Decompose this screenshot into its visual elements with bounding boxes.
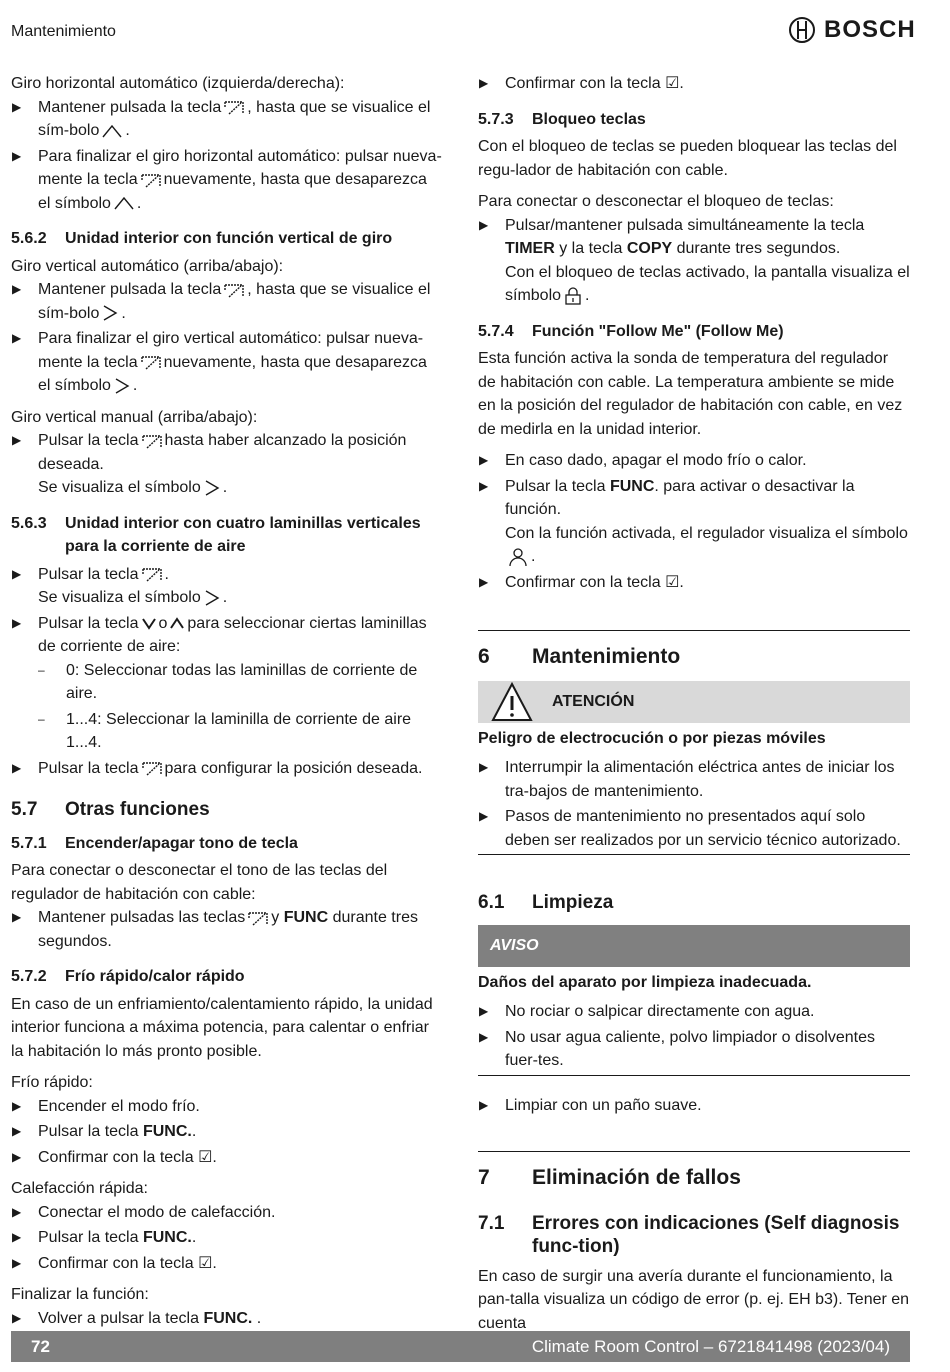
step-list	[11, 96, 443, 216]
text: .	[121, 304, 126, 322]
step-list	[478, 72, 910, 96]
step-list	[11, 1201, 443, 1276]
section-heading-5-7-4	[478, 320, 910, 344]
text: .	[222, 589, 228, 606]
section-title: Encender/apagar tono de tecla	[65, 834, 298, 852]
swing-key-icon	[247, 909, 269, 927]
text: nuevamente, hasta que desaparezca el símbolo	[38, 171, 427, 212]
text: y la tecla	[559, 240, 623, 257]
text: .	[164, 565, 169, 583]
list-item: ▶ Encender el modo frío.	[11, 1095, 443, 1119]
list-item	[11, 906, 443, 953]
text: .	[191, 1123, 197, 1140]
list-item: ▶ Confirmar con la tecla ☑.	[11, 1252, 443, 1276]
key-name: FUNC.	[203, 1309, 253, 1327]
key-name: FUNC	[283, 909, 329, 926]
text: durante tres segundos.	[676, 240, 841, 257]
section-title: Otras funciones	[65, 799, 210, 820]
section-number: 5.7	[11, 799, 38, 820]
paragraph: Frío rápido:	[11, 1074, 93, 1091]
section-title: Unidad interior con cuatro laminillas verticales para la corriente de aire	[65, 514, 421, 555]
warning-label: ATENCIÓN	[552, 692, 635, 710]
section-number: 7	[478, 1166, 490, 1189]
notice-title: Daños del aparato por limpieza inadecuada.	[478, 973, 812, 991]
step-list	[478, 1094, 910, 1118]
left-column	[11, 72, 443, 1338]
vertical-swing-icon	[203, 589, 221, 607]
text: durante tres segundos.	[38, 909, 418, 950]
text: Con la función activada, el regulador visualiza el símbolo	[505, 524, 908, 542]
text: . para activar o desactivar la función.	[505, 477, 855, 518]
section-title: Bloqueo teclas	[532, 110, 646, 128]
text: .	[136, 194, 142, 212]
list-item	[11, 612, 443, 755]
list-item	[11, 1120, 443, 1144]
section-title: Función "Follow Me" (Follow Me)	[532, 322, 784, 340]
key-name: FUNC	[609, 477, 655, 495]
chevron-down-icon	[141, 616, 157, 630]
swing-key-icon	[223, 281, 245, 299]
text: hasta haber alcanzado la posición deseada.	[38, 432, 407, 473]
section-heading-5-6-2	[11, 227, 443, 251]
text: , hasta que se visualice el sím-bolo	[38, 98, 431, 139]
text: Pulsar la tecla	[38, 1229, 139, 1246]
paragraph: Giro horizontal automático (izquierda/derecha):	[11, 75, 345, 92]
section-heading-5-7-2	[11, 965, 443, 989]
section-heading-5-7-3	[478, 108, 910, 132]
sub-list	[11, 659, 443, 755]
horizontal-swing-icon	[101, 123, 123, 139]
sub-list-item: – 0: Seleccionar todas las laminillas de corriente de aire.	[11, 659, 443, 706]
chapter-heading-6	[478, 631, 910, 669]
text: .	[585, 287, 590, 304]
swing-key-icon	[140, 353, 162, 371]
section-title: Frío rápido/calor rápido	[65, 968, 245, 985]
step-list	[478, 214, 910, 308]
key-name: FUNC.	[142, 1229, 192, 1246]
list-item: ▶ Interrumpir la alimentación eléctrica antes de iniciar los tra-bajos de mantenimiento.	[478, 756, 910, 803]
list-item	[11, 757, 443, 781]
text: Se visualiza el símbolo	[38, 479, 201, 496]
swing-key-icon	[140, 171, 162, 189]
paragraph: Esta función activa la sonda de temperatura del regulador de habitación con cable. La temperatura ambiente se mide en la posición del regulador de habitación con cable, en vez de medirla en la unidad interior.	[478, 350, 903, 438]
list-item: ▶ Conectar el modo de calefacción.	[11, 1201, 443, 1225]
step-list	[11, 1307, 443, 1331]
list-item: ▶ No rociar o salpicar directamente con agua.	[478, 1000, 910, 1024]
section-number: 6	[478, 645, 490, 668]
section-heading-7-1	[478, 1212, 910, 1259]
text: Pulsar la tecla	[38, 565, 139, 583]
text: Pulsar la tecla	[38, 1123, 139, 1140]
text: Se visualiza el símbolo	[38, 589, 201, 606]
notice-box	[478, 925, 910, 967]
paragraph: Para conectar o desconectar el tono de las teclas del regulador de habitación con cable:	[11, 862, 388, 903]
section-number: 6.1	[478, 892, 505, 913]
list-item	[11, 1226, 443, 1250]
brand-name: BOSCH	[824, 16, 916, 44]
section-heading-5-6-3	[11, 512, 443, 559]
section-title: Errores con indicaciones (Self diagnosis func-tion)	[532, 1212, 900, 1257]
section-number: 5.7.4	[478, 322, 514, 340]
text: Pulsar la tecla	[38, 432, 139, 449]
step-list	[11, 278, 443, 398]
divider	[478, 1075, 910, 1076]
chevron-up-icon	[169, 616, 185, 630]
text: nuevamente, hasta que desaparezca el símbolo	[38, 353, 427, 394]
paragraph: En caso de surgir una avería durante el funcionamiento, la pan-talla visualiza un código de error (p. ej. EH b3). Tener en cuenta	[478, 1267, 910, 1332]
list-item: ▶ Limpiar con un paño suave.	[478, 1094, 910, 1118]
text: .	[132, 377, 138, 394]
right-column	[478, 72, 910, 1335]
key-name: COPY	[626, 240, 673, 257]
swing-key-icon	[141, 432, 163, 450]
step-list	[11, 563, 443, 781]
paragraph: Finalizar la función:	[11, 1286, 149, 1303]
text: Pulsar la tecla	[38, 759, 139, 777]
text: .	[191, 1229, 197, 1246]
section-heading-6-1	[478, 891, 910, 915]
paragraph: En caso de un enfriamiento/calentamiento rápido, la unidad interior funciona a máxima potencia, para calentar o enfriar la habitación lo más pronto posible.	[11, 995, 433, 1060]
list-item	[11, 429, 443, 500]
list-item	[11, 327, 443, 398]
swing-key-icon	[141, 759, 163, 777]
list-item: ▶ Confirmar con la tecla ☑.	[478, 72, 910, 96]
section-heading-5-7-1	[11, 832, 443, 856]
text: para seleccionar ciertas laminillas de corriente de aire:	[38, 614, 427, 655]
step-list	[11, 429, 443, 500]
section-number: 5.6.2	[11, 230, 47, 247]
paragraph: Giro vertical manual (arriba/abajo):	[11, 408, 258, 426]
warning-icon	[490, 681, 534, 723]
section-title: Limpieza	[532, 892, 614, 913]
text: .	[222, 479, 228, 496]
chapter-heading-7	[478, 1152, 910, 1190]
step-list	[11, 906, 443, 953]
warning-box	[478, 681, 910, 723]
list-item	[11, 1307, 443, 1331]
list-item: ▶ En caso dado, apagar el modo frío o calor.	[478, 449, 910, 473]
list-item: ▶ No usar agua caliente, polvo limpiador o disolventes fuer-tes.	[478, 1026, 910, 1073]
page-footer	[11, 1331, 910, 1362]
step-list	[478, 449, 910, 594]
notice-label: AVISO	[490, 936, 539, 954]
warning-title: Peligro de electrocución o por piezas móviles	[478, 729, 826, 747]
paragraph: Calefacción rápida:	[11, 1180, 148, 1197]
text: Para finalizar el giro vertical automático: pulsar nueva-mente la tecla	[38, 330, 424, 371]
section-number: 5.6.3	[11, 514, 47, 532]
bosch-logo	[788, 16, 916, 44]
paragraph: Giro vertical automático (arriba/abajo):	[11, 257, 284, 275]
text: y	[271, 909, 280, 926]
list-item	[11, 563, 443, 610]
section-title: Unidad interior con función vertical de giro	[65, 230, 393, 247]
vertical-swing-icon	[203, 479, 221, 497]
divider	[478, 854, 910, 855]
text: Pulsar la tecla	[505, 477, 606, 495]
paragraph: Para conectar o desconectar el bloqueo de teclas:	[478, 193, 834, 210]
page-number: 72	[31, 1337, 50, 1356]
text: , hasta que se visualice el sím-bolo	[38, 281, 431, 322]
lock-icon	[563, 286, 583, 306]
text: .	[125, 122, 130, 139]
vertical-swing-icon	[113, 377, 131, 395]
list-item	[11, 145, 443, 216]
key-name: FUNC.	[142, 1123, 192, 1140]
list-item	[11, 96, 443, 143]
running-header: Mantenimiento	[11, 23, 116, 40]
text: .	[531, 548, 536, 565]
text: Mantener pulsada la tecla	[38, 281, 222, 298]
text: Pulsar la tecla	[38, 614, 139, 632]
text: Mantener pulsadas las teclas	[38, 909, 246, 926]
section-number: 5.7.2	[11, 968, 47, 985]
text: Pulsar/mantener pulsada simultáneamente la tecla	[505, 216, 865, 234]
swing-key-icon	[141, 565, 163, 583]
section-title: Eliminación de fallos	[532, 1166, 741, 1189]
document-reference: Climate Room Control – 6721841498 (2023/04)	[531, 1337, 890, 1356]
swing-key-icon	[223, 98, 245, 116]
list-item: ▶ Confirmar con la tecla ☑.	[478, 571, 910, 595]
sub-list-item: – 1...4: Seleccionar la laminilla de corriente de aire 1...4.	[11, 708, 443, 755]
person-icon	[507, 547, 529, 567]
vertical-swing-icon	[101, 304, 119, 322]
bosch-armature-icon	[788, 16, 816, 44]
text: Volver a pulsar la tecla	[38, 1309, 199, 1327]
text: Mantener pulsada la tecla	[38, 98, 222, 116]
section-number: 7.1	[478, 1212, 505, 1234]
step-list	[478, 1000, 910, 1073]
list-item	[11, 278, 443, 325]
text: Para finalizar el giro horizontal automático: pulsar nueva-mente la tecla	[38, 147, 442, 188]
text: para configurar la posición deseada.	[164, 759, 423, 777]
list-item	[478, 214, 910, 308]
horizontal-swing-icon	[113, 195, 135, 211]
paragraph: Con el bloqueo de teclas se pueden bloquear las teclas del regu-lador de habitación con cable.	[478, 138, 897, 179]
section-heading-5-7	[11, 798, 443, 822]
section-number: 5.7.3	[478, 110, 514, 128]
key-name: TIMER	[505, 240, 555, 257]
text: o	[158, 614, 168, 632]
step-list	[478, 756, 910, 852]
step-list	[11, 1095, 443, 1170]
list-item	[478, 475, 910, 569]
text: .	[256, 1309, 262, 1327]
list-item: ▶ Pasos de mantenimiento no presentados aquí solo deben ser realizados por un servicio técnico autorizado.	[478, 805, 910, 852]
list-item: ▶ Confirmar con la tecla ☑.	[11, 1146, 443, 1170]
section-number: 5.7.1	[11, 834, 47, 852]
section-title: Mantenimiento	[532, 645, 681, 668]
text: Con el bloqueo de teclas activado, la pantalla visualiza el símbolo	[505, 263, 910, 304]
